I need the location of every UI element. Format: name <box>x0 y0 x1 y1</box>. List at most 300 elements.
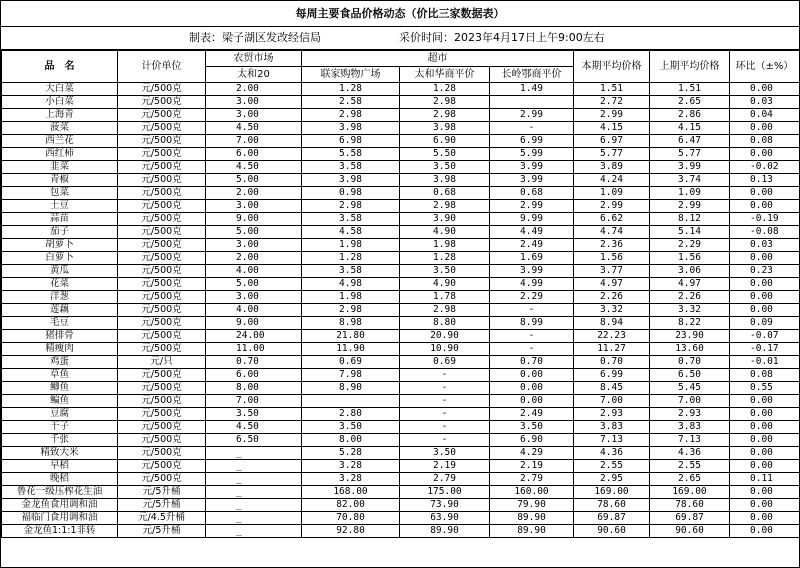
cell-lianjia-price: 2.58 <box>302 96 400 109</box>
cell-farm-price: _ <box>206 486 302 499</box>
cell-prev-avg: 3.83 <box>650 421 730 434</box>
cell-unit: 元/5升桶 <box>118 499 206 512</box>
cell-lianjia-price: 4.98 <box>302 278 400 291</box>
cell-changling-price: 5.99 <box>490 148 574 161</box>
col-header-taihe20: 太和20 <box>206 67 302 83</box>
col-header-name: 品 名 <box>2 51 118 83</box>
cell-changling-price: 8.99 <box>490 317 574 330</box>
cell-changling-price <box>490 96 574 109</box>
cell-prev-avg: 7.00 <box>650 395 730 408</box>
cell-change: -0.01 <box>730 356 800 369</box>
cell-changling-price: 2.19 <box>490 460 574 473</box>
cell-farm-price: 9.00 <box>206 317 302 330</box>
cell-taihe-price: 3.50 <box>400 447 490 460</box>
table-row <box>2 135 800 148</box>
cell-change: 0.55 <box>730 382 800 395</box>
cell-changling-price: - <box>490 330 574 343</box>
cell-change: 0.03 <box>730 239 800 252</box>
cell-prev-avg: 6.50 <box>650 369 730 382</box>
cell-current-avg: 69.87 <box>574 512 650 525</box>
cell-unit: 元/只 <box>118 356 206 369</box>
cell-taihe-price: 1.28 <box>400 252 490 265</box>
cell-name: 土豆 <box>2 200 118 213</box>
cell-name: 毛豆 <box>2 317 118 330</box>
cell-name: 福临门食用调和油 <box>2 512 118 525</box>
cell-unit: 元/500克 <box>118 96 206 109</box>
cell-farm-price: 7.00 <box>206 135 302 148</box>
price-table <box>1 50 800 538</box>
col-header-farm-market: 农贸市场 <box>206 51 302 67</box>
cell-farm-price: 4.50 <box>206 161 302 174</box>
cell-name: 黄瓜 <box>2 265 118 278</box>
table-row <box>2 473 800 486</box>
cell-farm-price: _ <box>206 460 302 473</box>
table-row <box>2 213 800 226</box>
cell-change: 0.00 <box>730 460 800 473</box>
table-row <box>2 83 800 96</box>
cell-name: 精瘦肉 <box>2 343 118 356</box>
cell-unit: 元/500克 <box>118 369 206 382</box>
table-row <box>2 187 800 200</box>
cell-prev-avg: 23.90 <box>650 330 730 343</box>
cell-name: 晚稻 <box>2 473 118 486</box>
cell-name: 茄子 <box>2 226 118 239</box>
cell-unit: 元/500克 <box>118 239 206 252</box>
cell-taihe-price: 2.98 <box>400 304 490 317</box>
cell-lianjia-price: 70.80 <box>302 512 400 525</box>
cell-name: 花菜 <box>2 278 118 291</box>
cell-prev-avg: 69.87 <box>650 512 730 525</box>
cell-taihe-price: 0.69 <box>400 356 490 369</box>
col-header-change: 环比（±%） <box>730 51 800 83</box>
cell-change: 0.00 <box>730 525 800 538</box>
cell-unit: 元/500克 <box>118 174 206 187</box>
cell-unit: 元/500克 <box>118 382 206 395</box>
table-row <box>2 239 800 252</box>
cell-lianjia-price: 6.98 <box>302 135 400 148</box>
cell-unit: 元/500克 <box>118 122 206 135</box>
cell-name: 精致大米 <box>2 447 118 460</box>
cell-farm-price: _ <box>206 499 302 512</box>
cell-changling-price: 2.79 <box>490 473 574 486</box>
cell-current-avg: 3.32 <box>574 304 650 317</box>
cell-farm-price: 9.00 <box>206 213 302 226</box>
cell-changling-price: 2.99 <box>490 109 574 122</box>
cell-taihe-price: 2.19 <box>400 460 490 473</box>
cell-unit: 元/500克 <box>118 252 206 265</box>
cell-current-avg: 7.13 <box>574 434 650 447</box>
cell-name: 草鱼 <box>2 369 118 382</box>
cell-current-avg: 3.89 <box>574 161 650 174</box>
cell-taihe-price: - <box>400 382 490 395</box>
cell-taihe-price: 0.68 <box>400 187 490 200</box>
cell-farm-price: _ <box>206 447 302 460</box>
cell-farm-price: 5.00 <box>206 278 302 291</box>
cell-unit: 元/500克 <box>118 200 206 213</box>
cell-farm-price: 3.00 <box>206 239 302 252</box>
cell-prev-avg: 0.70 <box>650 356 730 369</box>
cell-prev-avg: 8.22 <box>650 317 730 330</box>
cell-prev-avg: 4.97 <box>650 278 730 291</box>
cell-unit: 元/5升桶 <box>118 486 206 499</box>
cell-changling-price: 0.00 <box>490 395 574 408</box>
cell-lianjia-price: 7.98 <box>302 369 400 382</box>
cell-prev-avg: 2.29 <box>650 239 730 252</box>
cell-prev-avg: 2.99 <box>650 200 730 213</box>
cell-changling-price: 0.00 <box>490 369 574 382</box>
cell-change: 0.03 <box>730 96 800 109</box>
cell-change: 0.00 <box>730 304 800 317</box>
table-row <box>2 265 800 278</box>
cell-farm-price: 4.00 <box>206 265 302 278</box>
cell-change: -0.02 <box>730 161 800 174</box>
cell-unit: 元/4.5升桶 <box>118 512 206 525</box>
cell-lianjia-price: 21.80 <box>302 330 400 343</box>
col-header-prev-avg: 上期平均价格 <box>650 51 730 83</box>
cell-unit: 元/500克 <box>118 109 206 122</box>
cell-prev-avg: 2.65 <box>650 473 730 486</box>
cell-prev-avg: 1.09 <box>650 187 730 200</box>
cell-changling-price: 3.99 <box>490 174 574 187</box>
cell-unit: 元/500克 <box>118 213 206 226</box>
cell-unit: 元/5升桶 <box>118 525 206 538</box>
cell-current-avg: 0.70 <box>574 356 650 369</box>
cell-current-avg: 2.93 <box>574 408 650 421</box>
cell-taihe-price: - <box>400 395 490 408</box>
cell-current-avg: 2.95 <box>574 473 650 486</box>
cell-farm-price: _ <box>206 473 302 486</box>
cell-name: 早稻 <box>2 460 118 473</box>
col-header-current-avg: 本期平均价格 <box>574 51 650 83</box>
cell-current-avg: 6.99 <box>574 369 650 382</box>
cell-changling-price: 0.70 <box>490 356 574 369</box>
cell-taihe-price: 2.98 <box>400 109 490 122</box>
cell-current-avg: 3.83 <box>574 421 650 434</box>
cell-changling-price: 3.99 <box>490 265 574 278</box>
cell-current-avg: 1.51 <box>574 83 650 96</box>
cell-change: 0.00 <box>730 486 800 499</box>
cell-taihe-price: - <box>400 369 490 382</box>
cell-taihe-price: 1.28 <box>400 83 490 96</box>
cell-name: 金龙鱼1:1:1非转 <box>2 525 118 538</box>
cell-current-avg: 2.99 <box>574 200 650 213</box>
cell-name: 洋葱 <box>2 291 118 304</box>
cell-lianjia-price: 1.98 <box>302 291 400 304</box>
cell-current-avg: 2.26 <box>574 291 650 304</box>
cell-prev-avg: 13.60 <box>650 343 730 356</box>
table-row <box>2 330 800 343</box>
cell-changling-price: 2.49 <box>490 408 574 421</box>
sheet-title: 每周主要食品价格动态（价比三家数据表） <box>1 1 799 27</box>
cell-change: 0.00 <box>730 408 800 421</box>
cell-changling-price: 4.29 <box>490 447 574 460</box>
cell-change: -0.17 <box>730 343 800 356</box>
table-row <box>2 200 800 213</box>
cell-farm-price: 24.00 <box>206 330 302 343</box>
cell-current-avg: 169.00 <box>574 486 650 499</box>
cell-current-avg: 5.77 <box>574 148 650 161</box>
cell-farm-price: 3.00 <box>206 200 302 213</box>
cell-changling-price: 0.68 <box>490 187 574 200</box>
table-row <box>2 304 800 317</box>
cell-lianjia-price: 5.58 <box>302 148 400 161</box>
cell-farm-price: 3.00 <box>206 96 302 109</box>
cell-lianjia-price: 2.80 <box>302 408 400 421</box>
cell-change: 0.00 <box>730 278 800 291</box>
cell-prev-avg: 90.60 <box>650 525 730 538</box>
cell-farm-price: 6.50 <box>206 434 302 447</box>
cell-lianjia-price: 1.98 <box>302 239 400 252</box>
cell-change: 0.00 <box>730 395 800 408</box>
cell-change: 0.08 <box>730 135 800 148</box>
cell-farm-price: 2.00 <box>206 187 302 200</box>
price-rows <box>2 83 800 538</box>
cell-change: 0.00 <box>730 434 800 447</box>
table-row <box>2 486 800 499</box>
col-header-unit: 计价单位 <box>118 51 206 83</box>
cell-change: 0.00 <box>730 187 800 200</box>
cell-taihe-price: 3.50 <box>400 161 490 174</box>
cell-lianjia-price: 5.28 <box>302 447 400 460</box>
table-row <box>2 174 800 187</box>
cell-unit: 元/500克 <box>118 291 206 304</box>
cell-changling-price: 1.69 <box>490 252 574 265</box>
cell-taihe-price: 3.98 <box>400 122 490 135</box>
cell-taihe-price: 2.98 <box>400 96 490 109</box>
cell-prev-avg: 2.55 <box>650 460 730 473</box>
cell-name: 鲁花一级压榨花生油 <box>2 486 118 499</box>
cell-change: 0.00 <box>730 512 800 525</box>
cell-lianjia-price: 4.58 <box>302 226 400 239</box>
table-row <box>2 317 800 330</box>
cell-unit: 元/500克 <box>118 161 206 174</box>
cell-lianjia-price: 11.90 <box>302 343 400 356</box>
cell-changling-price: 2.49 <box>490 239 574 252</box>
cell-unit: 元/500克 <box>118 343 206 356</box>
cell-prev-avg: 1.56 <box>650 252 730 265</box>
cell-prev-avg: 3.06 <box>650 265 730 278</box>
cell-changling-price: - <box>490 343 574 356</box>
cell-name: 上海青 <box>2 109 118 122</box>
cell-current-avg: 2.72 <box>574 96 650 109</box>
cell-taihe-price: 6.90 <box>400 135 490 148</box>
cell-current-avg: 8.94 <box>574 317 650 330</box>
cell-prev-avg: 4.36 <box>650 447 730 460</box>
cell-name: 莲藕 <box>2 304 118 317</box>
cell-unit: 元/500克 <box>118 460 206 473</box>
cell-farm-price: 7.00 <box>206 395 302 408</box>
cell-change: 0.00 <box>730 83 800 96</box>
cell-prev-avg: 2.26 <box>650 291 730 304</box>
cell-change: 0.00 <box>730 499 800 512</box>
cell-farm-price: _ <box>206 525 302 538</box>
cell-current-avg: 2.99 <box>574 109 650 122</box>
cell-farm-price: 8.00 <box>206 382 302 395</box>
cell-name: 白萝卜 <box>2 252 118 265</box>
cell-farm-price: 5.00 <box>206 226 302 239</box>
cell-taihe-price: 3.50 <box>400 265 490 278</box>
cell-change: 0.13 <box>730 174 800 187</box>
cell-farm-price: 0.70 <box>206 356 302 369</box>
cell-lianjia-price: 3.58 <box>302 213 400 226</box>
cell-current-avg: 7.00 <box>574 395 650 408</box>
table-row <box>2 226 800 239</box>
cell-farm-price: 4.50 <box>206 122 302 135</box>
cell-current-avg: 3.77 <box>574 265 650 278</box>
cell-changling-price: 4.99 <box>490 278 574 291</box>
cell-changling-price: 0.00 <box>490 382 574 395</box>
cell-prev-avg: 3.74 <box>650 174 730 187</box>
cell-name: 小白菜 <box>2 96 118 109</box>
cell-farm-price: _ <box>206 512 302 525</box>
cell-unit: 元/500克 <box>118 226 206 239</box>
table-row <box>2 343 800 356</box>
cell-change: -0.07 <box>730 330 800 343</box>
table-row <box>2 460 800 473</box>
table-row <box>2 96 800 109</box>
cell-name: 鲫鱼 <box>2 382 118 395</box>
cell-prev-avg: 169.00 <box>650 486 730 499</box>
cell-farm-price: 3.00 <box>206 109 302 122</box>
cell-changling-price: 3.50 <box>490 421 574 434</box>
cell-unit: 元/500克 <box>118 473 206 486</box>
cell-current-avg: 1.56 <box>574 252 650 265</box>
cell-unit: 元/500克 <box>118 330 206 343</box>
cell-taihe-price: - <box>400 434 490 447</box>
table-row <box>2 109 800 122</box>
cell-lianjia-price: 3.28 <box>302 460 400 473</box>
survey-time-label: 采价时间：2023年4月17日上午9:00左右 <box>399 31 605 44</box>
cell-lianjia-price <box>302 395 400 408</box>
table-row <box>2 291 800 304</box>
cell-prev-avg: 2.65 <box>650 96 730 109</box>
cell-name: 金龙鱼食用调和油 <box>2 499 118 512</box>
cell-change: 0.00 <box>730 148 800 161</box>
cell-current-avg: 90.60 <box>574 525 650 538</box>
cell-current-avg: 8.45 <box>574 382 650 395</box>
cell-lianjia-price: 3.58 <box>302 265 400 278</box>
cell-name: 韭菜 <box>2 161 118 174</box>
cell-change: 0.04 <box>730 109 800 122</box>
cell-name: 大白菜 <box>2 83 118 96</box>
cell-current-avg: 4.36 <box>574 447 650 460</box>
cell-name: 包菜 <box>2 187 118 200</box>
cell-change: 0.08 <box>730 369 800 382</box>
cell-lianjia-price: 3.98 <box>302 174 400 187</box>
table-row <box>2 382 800 395</box>
cell-current-avg: 11.27 <box>574 343 650 356</box>
cell-changling-price: 2.99 <box>490 200 574 213</box>
table-row <box>2 512 800 525</box>
cell-taihe-price: 2.98 <box>400 200 490 213</box>
cell-unit: 元/500克 <box>118 434 206 447</box>
cell-name: 西兰花 <box>2 135 118 148</box>
cell-unit: 元/500克 <box>118 187 206 200</box>
cell-name: 菠菜 <box>2 122 118 135</box>
table-row <box>2 395 800 408</box>
cell-changling-price: - <box>490 122 574 135</box>
cell-changling-price: 89.90 <box>490 512 574 525</box>
cell-prev-avg: 7.13 <box>650 434 730 447</box>
cell-current-avg: 6.62 <box>574 213 650 226</box>
cell-lianjia-price: 3.58 <box>302 161 400 174</box>
cell-taihe-price: 8.80 <box>400 317 490 330</box>
cell-unit: 元/500克 <box>118 148 206 161</box>
cell-changling-price: 89.90 <box>490 525 574 538</box>
cell-current-avg: 2.36 <box>574 239 650 252</box>
cell-taihe-price: 63.90 <box>400 512 490 525</box>
cell-taihe-price: 5.50 <box>400 148 490 161</box>
table-row <box>2 278 800 291</box>
cell-unit: 元/500克 <box>118 447 206 460</box>
cell-lianjia-price: 2.98 <box>302 304 400 317</box>
table-row <box>2 434 800 447</box>
cell-lianjia-price: 82.00 <box>302 499 400 512</box>
cell-unit: 元/500克 <box>118 304 206 317</box>
cell-farm-price: 6.00 <box>206 369 302 382</box>
cell-prev-avg: 5.14 <box>650 226 730 239</box>
cell-unit: 元/500克 <box>118 408 206 421</box>
cell-prev-avg: 78.60 <box>650 499 730 512</box>
cell-farm-price: 4.50 <box>206 421 302 434</box>
table-row <box>2 369 800 382</box>
cell-name: 蒜苗 <box>2 213 118 226</box>
cell-change: 0.00 <box>730 252 800 265</box>
cell-taihe-price: 10.90 <box>400 343 490 356</box>
cell-prev-avg: 4.15 <box>650 122 730 135</box>
table-row <box>2 447 800 460</box>
cell-changling-price: 4.49 <box>490 226 574 239</box>
cell-lianjia-price: 92.80 <box>302 525 400 538</box>
cell-prev-avg: 1.51 <box>650 83 730 96</box>
cell-taihe-price: 89.90 <box>400 525 490 538</box>
cell-lianjia-price: 3.50 <box>302 421 400 434</box>
cell-changling-price: 160.00 <box>490 486 574 499</box>
cell-taihe-price: - <box>400 408 490 421</box>
cell-current-avg: 4.24 <box>574 174 650 187</box>
cell-name: 干子 <box>2 421 118 434</box>
cell-current-avg: 2.55 <box>574 460 650 473</box>
cell-changling-price: 1.49 <box>490 83 574 96</box>
col-header-taihe-huashang: 太和华商平价 <box>400 67 490 83</box>
cell-change: 0.00 <box>730 291 800 304</box>
info-row <box>1 27 799 50</box>
cell-current-avg: 4.15 <box>574 122 650 135</box>
cell-change: 0.00 <box>730 447 800 460</box>
cell-current-avg: 22.23 <box>574 330 650 343</box>
col-header-lianjia: 联家购物广场 <box>302 67 400 83</box>
cell-unit: 元/500克 <box>118 395 206 408</box>
cell-prev-avg: 3.99 <box>650 161 730 174</box>
table-row <box>2 408 800 421</box>
cell-taihe-price: 175.00 <box>400 486 490 499</box>
cell-prev-avg: 2.86 <box>650 109 730 122</box>
cell-lianjia-price: 1.28 <box>302 252 400 265</box>
cell-prev-avg: 5.45 <box>650 382 730 395</box>
cell-taihe-price: 1.98 <box>400 239 490 252</box>
cell-lianjia-price: 2.98 <box>302 109 400 122</box>
table-row <box>2 421 800 434</box>
cell-unit: 元/500克 <box>118 83 206 96</box>
cell-taihe-price: 3.98 <box>400 174 490 187</box>
cell-taihe-price: 3.90 <box>400 213 490 226</box>
cell-unit: 元/500克 <box>118 317 206 330</box>
cell-name: 青椒 <box>2 174 118 187</box>
cell-taihe-price: 1.78 <box>400 291 490 304</box>
cell-name: 胡萝卜 <box>2 239 118 252</box>
cell-farm-price: 2.00 <box>206 83 302 96</box>
cell-change: 0.00 <box>730 421 800 434</box>
